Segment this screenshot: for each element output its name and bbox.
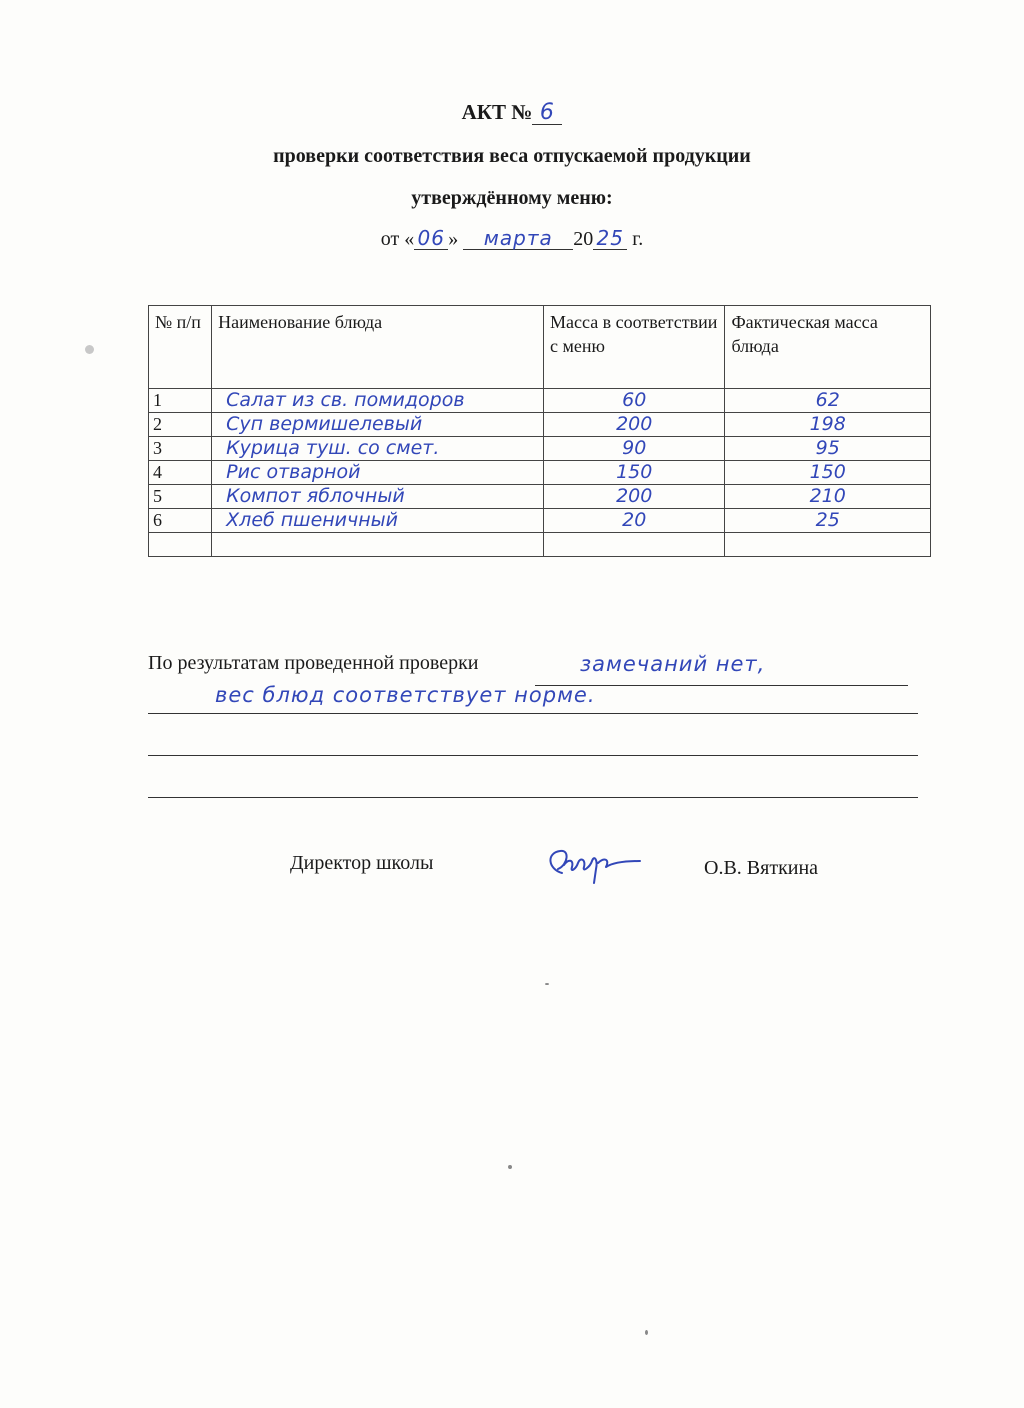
menu-mass: 200	[544, 485, 725, 509]
table-row	[149, 389, 931, 413]
result-label: По результатам проведенной проверки	[148, 652, 479, 674]
actual-mass: 150	[725, 461, 931, 485]
empty-cell	[544, 533, 725, 557]
empty-cell	[212, 533, 544, 557]
result-underline-4	[148, 767, 918, 798]
menu-mass: 20	[544, 509, 725, 533]
menu-mass: 200	[544, 413, 725, 437]
date-year-prefix: 20	[573, 228, 594, 250]
table-row	[149, 437, 931, 461]
result-underline-3	[148, 725, 918, 756]
date-suffix: г.	[632, 228, 644, 250]
director-name: О.В. Вяткина	[704, 857, 819, 879]
table-row	[149, 461, 931, 485]
scan-speck	[508, 1165, 512, 1169]
subtitle-line-2: утверждённому меню:	[411, 187, 613, 209]
actual-mass: 62	[725, 389, 931, 413]
dish-name: Рис отварной	[212, 461, 544, 485]
subtitle-line-1: проверки соответствия веса отпускаемой продукции	[273, 145, 751, 167]
dish-name: Компот яблочный	[212, 485, 544, 509]
table-row	[149, 509, 931, 533]
menu-mass: 60	[544, 389, 725, 413]
table-header-row	[149, 306, 931, 389]
scan-speck	[645, 1330, 648, 1335]
act-number: 6	[532, 102, 562, 125]
table-row	[149, 413, 931, 437]
dish-name: Хлеб пшеничный	[212, 509, 544, 533]
row-num: 5	[149, 485, 212, 509]
act-title	[0, 100, 1024, 125]
dish-name: Суп вермишелевый	[212, 413, 544, 437]
date-prefix: от «	[380, 228, 415, 250]
col-header-actual-mass: Фактическая масса блюда	[725, 306, 931, 389]
act-title-prefix: АКТ №	[461, 100, 533, 124]
menu-mass: 90	[544, 437, 725, 461]
col-header-menu-mass: Масса в соответствии с меню	[544, 306, 725, 389]
act-date	[0, 227, 1024, 251]
table-row	[149, 485, 931, 509]
empty-cell	[725, 533, 931, 557]
col-header-num: № п/п	[149, 306, 212, 389]
empty-cell	[149, 533, 212, 557]
director-position: Директор школы	[290, 852, 434, 874]
dish-name: Курица туш. со смет.	[212, 437, 544, 461]
weight-check-table	[148, 305, 931, 557]
date-year: 25	[593, 227, 627, 250]
result-text-line-1: замечаний нет,	[580, 652, 766, 676]
actual-mass: 198	[725, 413, 931, 437]
result-text-line-2: вес блюд соответствует норме.	[215, 683, 596, 707]
scan-speck	[545, 983, 549, 985]
row-num: 2	[149, 413, 212, 437]
row-num: 3	[149, 437, 212, 461]
date-mid: »	[448, 228, 459, 250]
actual-mass: 25	[725, 509, 931, 533]
actual-mass: 210	[725, 485, 931, 509]
row-num: 1	[149, 389, 212, 413]
row-num: 6	[149, 509, 212, 533]
scan-speck	[85, 345, 94, 354]
col-header-dish: Наименование блюда	[212, 306, 544, 389]
actual-mass: 95	[725, 437, 931, 461]
row-num: 4	[149, 461, 212, 485]
menu-mass: 150	[544, 461, 725, 485]
date-month: марта	[463, 227, 573, 250]
dish-name: Салат из св. помидоров	[212, 389, 544, 413]
date-day: 06	[414, 227, 448, 250]
table-row-empty	[149, 533, 931, 557]
signature-image	[540, 835, 660, 895]
